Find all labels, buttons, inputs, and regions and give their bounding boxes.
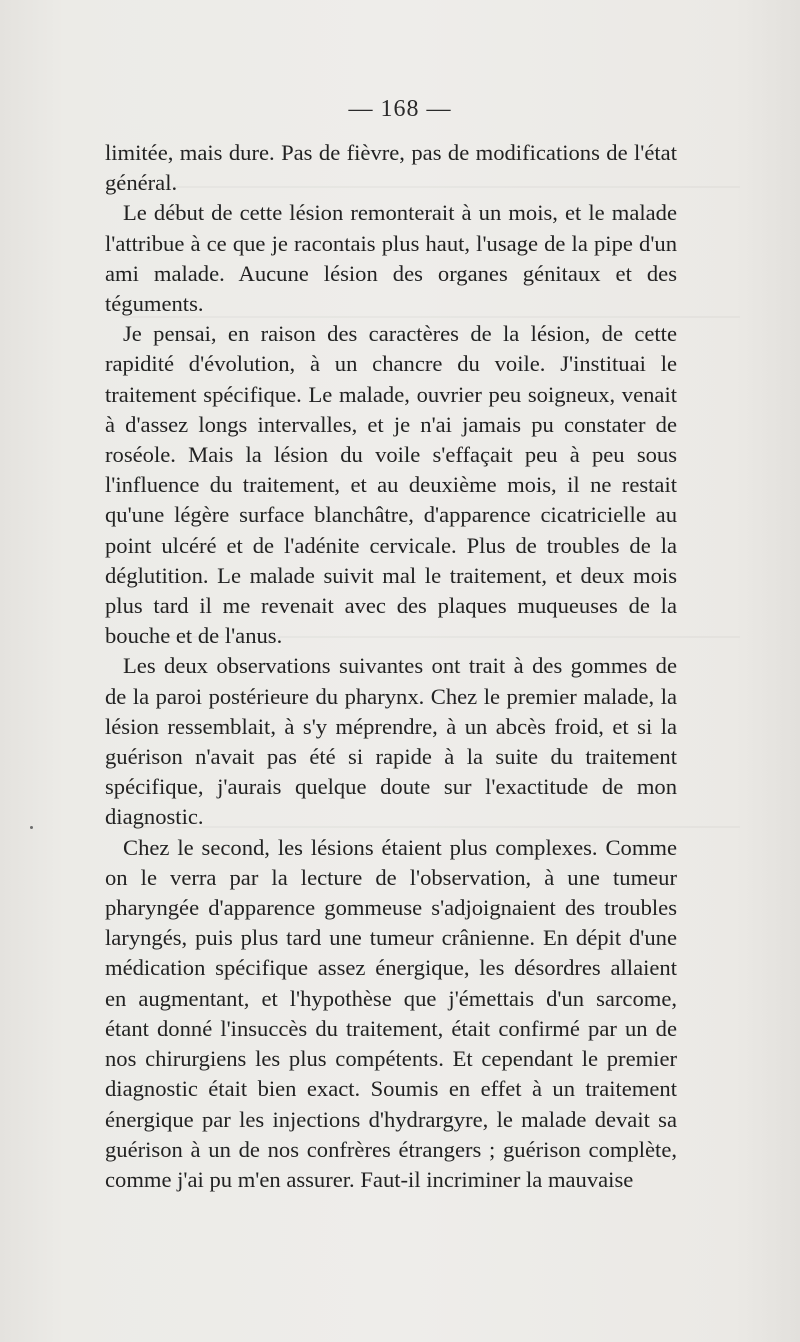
- paper-speck: [30, 826, 33, 829]
- paragraph-1: limitée, mais dure. Pas de fièvre, pas de modifications de l'état général.: [105, 140, 677, 196]
- paragraph-3: Je pensai, en raison des caractères de la lésion, de cette rapidité d'évolution, à un chancre du voile. J'instituai le traitement spécifique. Le malade, ouvrier peu soigneux, venait à d'assez longs intervalles, et je n'ai jamais pu constater de roséole. Mais la lésion du voile s'effaçait peu à peu sous l'influence du traitement, et au deuxième mois, il ne restait qu'une légère surface blanchâtre, d'apparence cicatricielle au point ulcéré et de l'adénite cervicale. Plus de troubles de la déglutition. Le malade suivit mal le traitement, et deux mois plus tard il me revenait avec des plaques muqueuses de la bouche et de l'anus.: [105, 321, 677, 649]
- paragraph-4: Les deux observations suivantes ont trait à des gommes de de la paroi postérieure du pharynx. Chez le premier malade, la lésion ressemblait, à s'y méprendre, à un abcès froid, et si la guérison n'avait pas été si rapide à la suite du traitement spécifique, j'aurais quelque doute sur l'exactitude de mon diagnostic.: [105, 653, 677, 830]
- page-number: — 168 —: [348, 96, 452, 122]
- paragraph-5: Chez le second, les lésions étaient plus complexes. Comme on le verra par la lecture de l'observation, à une tumeur pharyngée d'apparence gommeuse s'adjoignaient des troubles laryngés, puis plus tard une tumeur crânienne. En dépit d'une médication spécifique assez énergique, les désordres allaient en augmentant, et l'hypothèse que j'émettais d'un sarcome, étant donné l'insuccès du traitement, était confirmé par un de nos chirurgiens les plus compétents. Et cependant le premier diagnostic était bien exact. Soumis en effet à un traitement énergique par les injections d'hydrargyre, le malade devait sa guérison à un de nos confrères étrangers ; guérison complète, comme j'ai pu m'en assurer. Faut-il incriminer la mauvaise: [105, 834, 677, 1192]
- paragraph-2: Le début de cette lésion remonterait à un mois, et le malade l'attribue à ce que je racontais plus haut, l'usage de la pipe d'un ami malade. Aucune lésion des organes génitaux et des téguments.: [105, 200, 677, 317]
- body-text: [105, 138, 677, 1195]
